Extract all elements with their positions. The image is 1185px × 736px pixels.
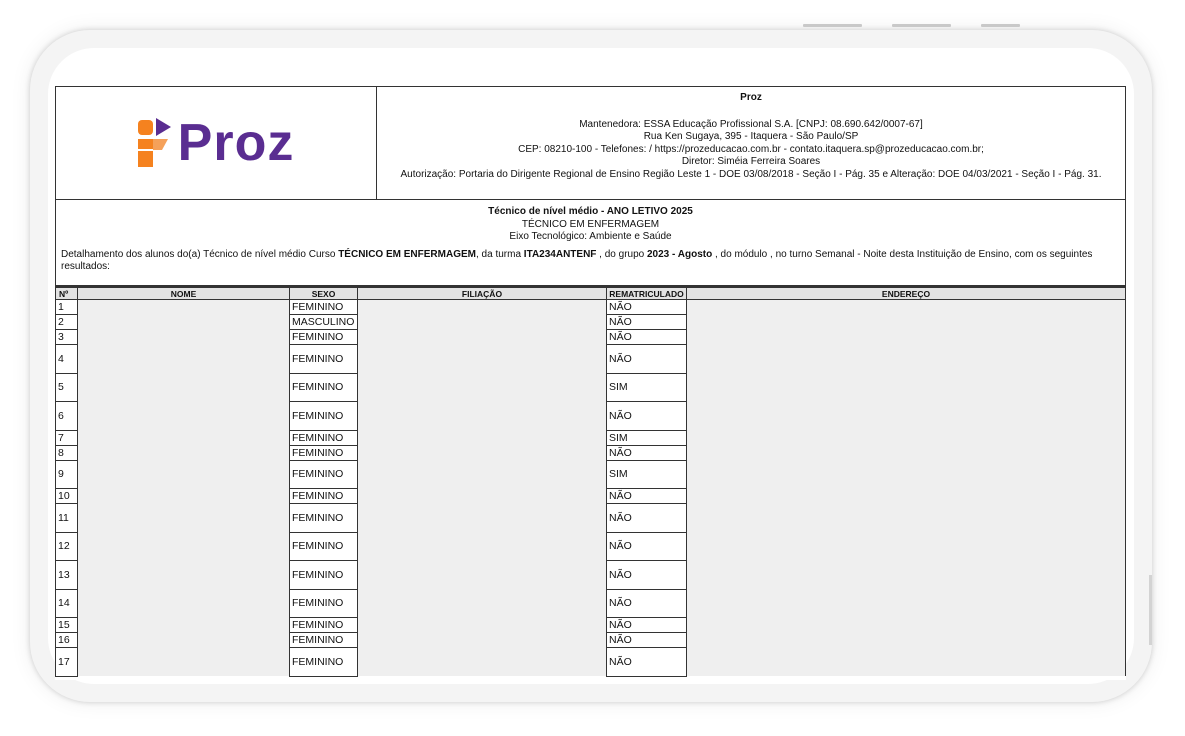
contact-line: CEP: 08210-100 - Telefones: / https://prozeducacao.com.br - contato.itaquera.sp@prozeducacao.com.br; [518,143,984,155]
row-rematriculado: NÃO [607,345,687,374]
desc-course: TÉCNICO EM ENFERMAGEM [338,248,476,260]
row-number: 8 [56,445,78,460]
row-rematriculado: NÃO [607,648,687,677]
row-filiacao [358,430,607,445]
director-line: Diretor: Siméia Ferreira Soares [681,156,821,167]
row-nome [78,648,290,677]
row-nome [78,504,290,533]
logo-text: Proz [177,114,295,172]
proz-logo-icon [138,118,172,168]
row-sexo: MASCULINO [290,315,358,330]
table-row [56,532,1126,561]
table-row [56,345,1126,374]
row-endereco [687,402,1126,431]
col-header-filiacao: FILIAÇÃO [358,287,607,300]
row-number: 9 [56,460,78,489]
row-endereco [687,648,1126,677]
row-number: 12 [56,532,78,561]
col-header-endereco: ENDEREÇO [687,287,1126,300]
row-filiacao [358,618,607,633]
row-sexo: FEMININO [290,430,358,445]
row-number: 6 [56,402,78,431]
row-sexo: FEMININO [290,402,358,431]
row-rematriculado: NÃO [607,445,687,460]
desc-text-4: , do módulo , no turno Semanal - Noite desta Instituição de Ensino, com os seguintes resultados: [61,248,1093,272]
side-button [1149,575,1152,645]
table-header-row [56,287,1126,300]
row-endereco [687,373,1126,402]
table-row [56,445,1126,460]
row-number: 5 [56,373,78,402]
row-filiacao [358,489,607,504]
table-row [56,315,1126,330]
row-filiacao [358,300,607,315]
desc-text-2: , da turma [475,248,524,260]
row-number: 15 [56,618,78,633]
row-number: 4 [56,345,78,374]
row-nome [78,460,290,489]
table-row [56,489,1126,504]
row-filiacao [358,315,607,330]
row-filiacao [358,504,607,533]
row-endereco [687,504,1126,533]
row-filiacao [358,373,607,402]
maintainer-line: Mantenedora: ESSA Educação Profissional S.A. [CNPJ: 08.690.642/0007-67] [579,118,923,130]
students-table [55,286,1126,677]
table-row [56,589,1126,618]
row-nome [78,532,290,561]
row-sexo: FEMININO [290,445,358,460]
row-sexo: FEMININO [290,489,358,504]
row-number: 16 [56,633,78,648]
row-number: 2 [56,315,78,330]
row-endereco [687,561,1126,590]
row-nome [78,445,290,460]
row-rematriculado: NÃO [607,561,687,590]
row-nome [78,430,290,445]
row-endereco [687,345,1126,374]
row-sexo: FEMININO [290,618,358,633]
row-rematriculado: NÃO [607,532,687,561]
row-endereco [687,589,1126,618]
row-nome [78,402,290,431]
row-filiacao [358,633,607,648]
table-row [56,430,1126,445]
row-sexo: FEMININO [290,373,358,402]
row-nome [78,633,290,648]
row-rematriculado: SIM [607,430,687,445]
row-nome [78,489,290,504]
row-rematriculado: NÃO [607,504,687,533]
row-sexo: FEMININO [290,648,358,677]
row-number: 10 [56,489,78,504]
row-number: 11 [56,504,78,533]
row-nome [78,589,290,618]
row-nome [78,561,290,590]
row-filiacao [358,402,607,431]
row-nome [78,300,290,315]
row-endereco [687,460,1126,489]
logo-cell [56,87,377,199]
row-rematriculado: NÃO [607,315,687,330]
row-number: 1 [56,300,78,315]
table-row [56,504,1126,533]
institution-info [377,87,1125,199]
row-nome [78,373,290,402]
row-filiacao [358,445,607,460]
table-row [56,300,1126,315]
row-filiacao [358,460,607,489]
row-filiacao [358,345,607,374]
row-sexo: FEMININO [290,633,358,648]
row-sexo: FEMININO [290,532,358,561]
row-rematriculado: NÃO [607,633,687,648]
row-filiacao [358,561,607,590]
desc-class: ITA234ANTENF [523,248,597,260]
table-row [56,648,1126,677]
row-sexo: FEMININO [290,345,358,374]
row-endereco [687,445,1126,460]
row-nome [78,315,290,330]
row-sexo: FEMININO [290,300,358,315]
row-nome [78,618,290,633]
document-page [55,86,1126,680]
row-rematriculado: SIM [607,460,687,489]
row-sexo: FEMININO [290,589,358,618]
row-sexo: FEMININO [290,561,358,590]
proz-logo [138,114,295,172]
table-row [56,460,1126,489]
desc-group: 2023 - Agosto [647,248,713,260]
row-endereco [687,618,1126,633]
course-description [56,244,1125,274]
address-line: Rua Ken Sugaya, 395 - Itaquera - São Paulo/SP [643,131,859,142]
row-rematriculado: NÃO [607,402,687,431]
row-number: 3 [56,330,78,345]
row-sexo: FEMININO [290,330,358,345]
row-endereco [687,430,1126,445]
row-number: 14 [56,589,78,618]
row-rematriculado: SIM [607,373,687,402]
row-nome [78,330,290,345]
row-endereco [687,633,1126,648]
row-rematriculado: NÃO [607,489,687,504]
course-axis: Eixo Tecnológico: Ambiente e Saúde [509,231,672,242]
col-header-nome: NOME [78,287,290,300]
row-filiacao [358,532,607,561]
institution-name: Proz [740,92,762,103]
course-name: TÉCNICO EM ENFERMAGEM [521,218,660,230]
row-filiacao [358,648,607,677]
row-filiacao [358,589,607,618]
row-rematriculado: NÃO [607,330,687,345]
top-indicator-3 [981,24,1020,27]
row-endereco [687,532,1126,561]
row-endereco [687,315,1126,330]
authorization-line: Autorização: Portaria do Dirigente Regional de Ensino Região Leste 1 - DOE 03/08/2018 - Seção I - Pág. 35 e Alteração: DOE 04/03/2021 - Seção I - Pág. 31. [400,168,1102,180]
col-header-rematriculado: REMATRICULADO [607,287,687,300]
top-indicator-1 [803,24,862,27]
row-filiacao [358,330,607,345]
table-row [56,402,1126,431]
row-rematriculado: NÃO [607,589,687,618]
row-sexo: FEMININO [290,460,358,489]
table-row [56,373,1126,402]
desc-text-3: , do grupo [596,248,647,260]
table-row [56,561,1126,590]
row-rematriculado: NÃO [607,618,687,633]
row-sexo: FEMININO [290,504,358,533]
desc-text-1: Detalhamento dos alunos do(a) Técnico de nível médio Curso [61,248,339,260]
row-number: 17 [56,648,78,677]
top-indicator-2 [892,24,951,27]
course-info [55,200,1126,286]
table-row [56,618,1126,633]
col-header-num: Nº [56,287,78,300]
document-header [55,86,1126,200]
row-endereco [687,300,1126,315]
course-heading [56,200,1125,244]
course-level-title: Técnico de nível médio - ANO LETIVO 2025 [488,206,693,217]
row-number: 13 [56,561,78,590]
row-endereco [687,330,1126,345]
table-row [56,633,1126,648]
table-row [56,330,1126,345]
col-header-sexo: SEXO [290,287,358,300]
row-endereco [687,489,1126,504]
row-number: 7 [56,430,78,445]
row-nome [78,345,290,374]
row-rematriculado: NÃO [607,300,687,315]
